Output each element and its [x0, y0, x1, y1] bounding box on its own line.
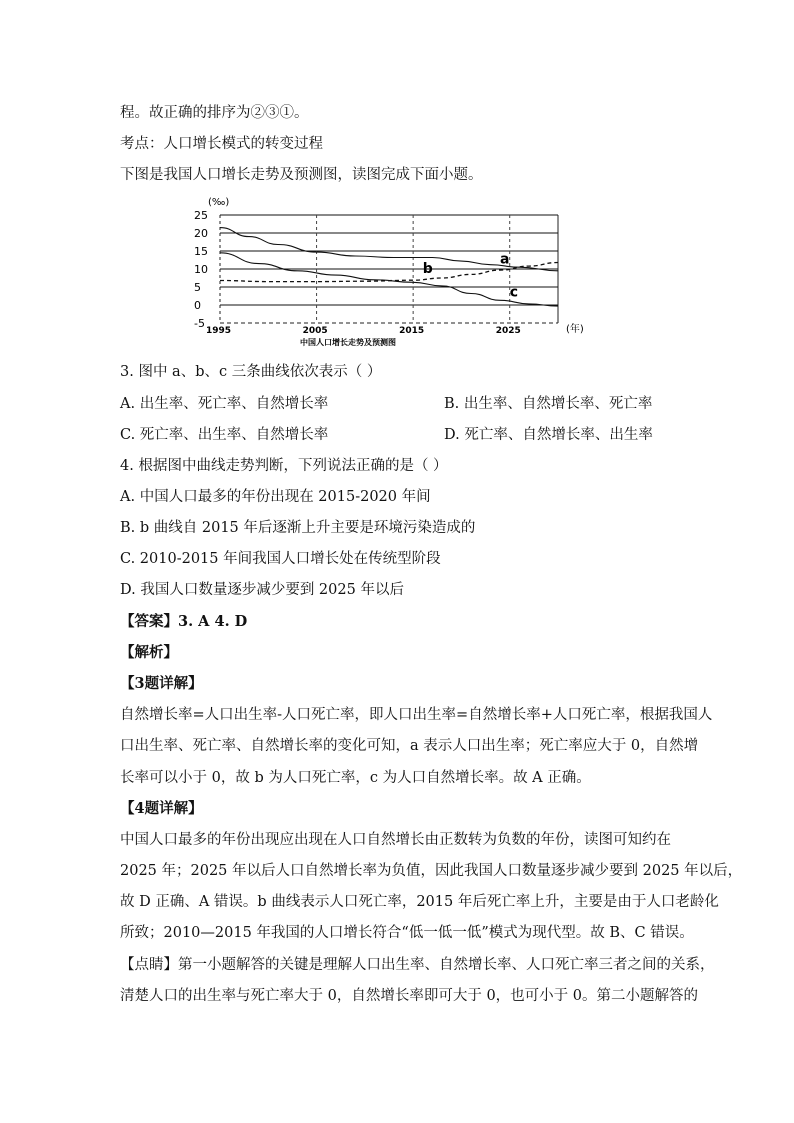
- x-tick-label: 2025: [495, 326, 521, 336]
- x-tick-label: 1995: [206, 326, 232, 336]
- option-4b: B. b 曲线自 2015 年后逐渐上升主要是环境污染造成的: [120, 520, 476, 536]
- y-tick-label: 10: [194, 263, 208, 276]
- series-label-b: b: [422, 260, 433, 277]
- y-tick-label: -5: [194, 317, 205, 330]
- paragraph-line: 所致；2010—2015 年我国的人口增长符合“低一低一低”模式为现代型。故 B、C 错误。: [120, 925, 694, 941]
- text-line: 下图是我国人口增长走势及预测图，读图完成下面小题。: [120, 167, 483, 183]
- x-tick-labels: [206, 326, 521, 336]
- paragraph-line: 自然增长率=人口出生率-人口死亡率，即人口出生率=自然增长率+人口死亡率，根据我国人: [120, 707, 713, 723]
- y-tick-label: 0: [194, 299, 201, 312]
- chart-series: [220, 228, 558, 307]
- series-label-c: c: [509, 284, 519, 301]
- question-3: 3. 图中 a、b、c 三条曲线依次表示（ ）: [120, 364, 382, 380]
- option-3d: D. 死亡率、自然增长率、出生率: [444, 427, 653, 443]
- text-line: 考点：人口增长模式的转变过程: [120, 136, 323, 152]
- detail-3-heading: 【3题详解】: [120, 675, 203, 692]
- x-tick-label: 2015: [399, 326, 425, 336]
- option-4a: A. 中国人口最多的年份出现在 2015-2020 年间: [120, 489, 431, 505]
- option-3c: C. 死亡率、出生率、自然增长率: [120, 427, 329, 443]
- series-label-a: a: [500, 251, 510, 268]
- y-tick-labels: [194, 209, 208, 330]
- y-tick-label: 5: [194, 281, 201, 294]
- detail-4-heading: 【4题详解】: [120, 800, 203, 817]
- population-chart: [190, 193, 590, 351]
- option-4c: C. 2010-2015 年间我国人口增长处在传统型阶段: [120, 551, 441, 567]
- question-4: 4. 根据图中曲线走势判断，下列说法正确的是（ ）: [120, 458, 448, 474]
- paragraph-line: 2025 年；2025 年以后人口自然增长率为负值，因此我国人口数量逐步减少要到 2025 年以后，: [120, 863, 743, 879]
- text-line: 程。故正确的排序为②③①。: [120, 105, 309, 121]
- option-3b: B. 出生率、自然增长率、死亡率: [444, 396, 653, 412]
- y-axis-label: (‰): [208, 197, 230, 208]
- paragraph-line: 口出生率、死亡率、自然增长率的变化可知，a 表示人口出生率；死亡率应大于 0，自然增: [120, 738, 699, 754]
- y-tick-label: 25: [194, 209, 208, 222]
- paragraph-line: 清楚人口的出生率与死亡率大于 0，自然增长率即可大于 0，也可小于 0。第二小题解答的: [120, 988, 698, 1004]
- x-tick-label: 2005: [302, 326, 328, 336]
- option-4d: D. 我国人口数量逐步减少要到 2025 年以后: [120, 582, 404, 598]
- x-axis-label: (年): [566, 324, 584, 335]
- y-tick-label: 20: [194, 227, 208, 240]
- paragraph-line: 中国人口最多的年份出现应出现在人口自然增长由正数转为负数的年份，读图可知约在: [120, 832, 671, 848]
- y-tick-label: 15: [194, 245, 208, 258]
- analysis-heading: 【解析】: [120, 644, 178, 661]
- chart-title: 中国人口增长走势及预测图: [300, 338, 396, 347]
- paragraph-line: 长率可以小于 0，故 b 为人口死亡率，c 为人口自然增长率。故 A 正确。: [120, 770, 591, 786]
- paragraph-line: 故 D 正确、A 错误。b 曲线表示人口死亡率，2015 年后死亡率上升，主要是由于人口老龄化: [120, 894, 719, 910]
- chart-grid: [220, 215, 558, 323]
- paragraph-line: 【点睛】第一小题解答的关键是理解人口出生率、自然增长率、人口死亡率三者之间的关系，: [120, 957, 715, 973]
- option-3a: A. 出生率、死亡率、自然增长率: [120, 396, 329, 412]
- answer-line: 【答案】3. A 4. D: [120, 613, 248, 630]
